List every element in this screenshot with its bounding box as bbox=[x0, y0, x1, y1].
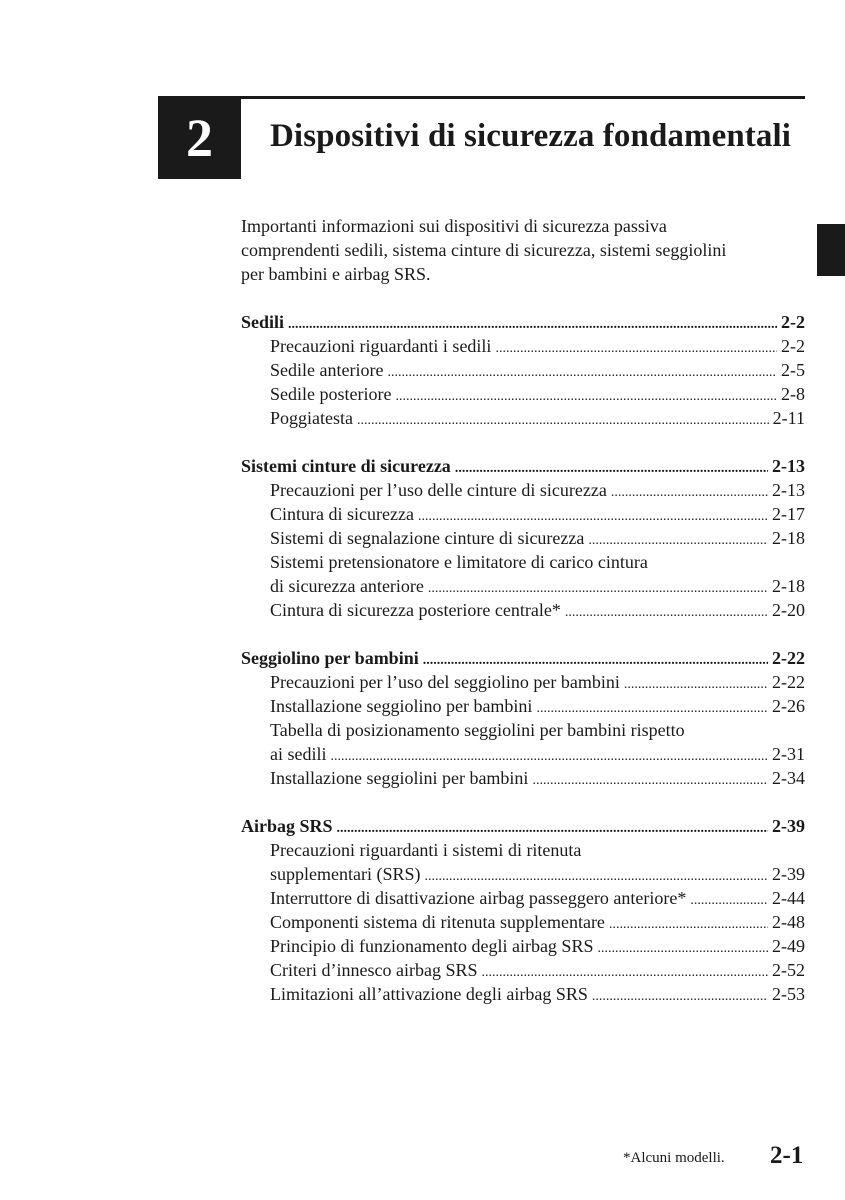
toc-section-cinture bbox=[241, 454, 805, 622]
toc-subentry[interactable] bbox=[241, 334, 805, 358]
toc-page-ref: 2-20 bbox=[772, 600, 805, 620]
toc-page-ref: 2-26 bbox=[772, 696, 805, 716]
toc-subentry-label: Limitazioni all’attivazione degli airbag SRS bbox=[270, 984, 588, 1004]
toc-subentry[interactable] bbox=[241, 910, 805, 934]
toc-page-ref: 2-5 bbox=[781, 360, 805, 380]
toc-subentry[interactable] bbox=[241, 358, 805, 382]
dot-leader bbox=[592, 985, 768, 1009]
dot-leader bbox=[609, 913, 768, 937]
dot-leader bbox=[624, 673, 768, 697]
toc-subentry-label: Cintura di sicurezza posteriore centrale* bbox=[270, 600, 561, 620]
toc-subentry-first-line[interactable]: Precauzioni riguardanti i sistemi di ritenuta bbox=[270, 840, 582, 860]
toc-entry-title: Airbag SRS bbox=[241, 816, 333, 836]
dot-leader bbox=[357, 409, 769, 433]
toc-subentry-first-line[interactable]: Tabella di posizionamento seggiolini per bambini rispetto bbox=[270, 720, 685, 740]
toc-subentry[interactable] bbox=[241, 406, 805, 430]
toc-page-ref: 2-13 bbox=[772, 456, 805, 476]
dot-leader bbox=[532, 769, 768, 793]
toc-subentry[interactable] bbox=[241, 886, 805, 910]
intro-paragraph bbox=[241, 214, 811, 286]
page-number: 2-1 bbox=[770, 1142, 804, 1169]
toc-subentry[interactable] bbox=[241, 598, 805, 622]
toc-page-ref: 2-53 bbox=[772, 984, 805, 1004]
toc-subentry-label: supplementari (SRS) bbox=[270, 864, 421, 884]
toc-page-ref: 2-18 bbox=[772, 576, 805, 596]
toc-page-ref: 2-49 bbox=[772, 936, 805, 956]
toc-subentry[interactable] bbox=[241, 526, 805, 550]
chapter-number: 2 bbox=[186, 107, 213, 168]
toc-subentry-label: Componenti sistema di ritenuta supplementare bbox=[270, 912, 605, 932]
toc-page-ref: 2-2 bbox=[781, 312, 805, 332]
toc-subentry[interactable] bbox=[241, 862, 805, 886]
toc-subentry-label: Interruttore di disattivazione airbag passeggero anteriore* bbox=[270, 888, 687, 908]
chapter-number-box bbox=[158, 96, 241, 179]
toc-entry[interactable] bbox=[241, 454, 805, 478]
toc-subentry-label: Poggiatesta bbox=[270, 408, 353, 428]
dot-leader bbox=[565, 601, 768, 625]
dot-leader bbox=[690, 889, 768, 913]
toc-entry[interactable] bbox=[241, 310, 805, 334]
toc-section-airbag bbox=[241, 814, 805, 1006]
toc-page-ref: 2-34 bbox=[772, 768, 805, 788]
toc-entry[interactable] bbox=[241, 814, 805, 838]
toc-entry-title: Seggiolino per bambini bbox=[241, 648, 419, 668]
toc-subentry-first-line[interactable]: Sistemi pretensionatore e limitatore di carico cintura bbox=[270, 552, 648, 572]
toc-entry[interactable] bbox=[241, 646, 805, 670]
toc-subentry-label: Precauzioni riguardanti i sedili bbox=[270, 336, 492, 356]
toc-subentry-label: Cintura di sicurezza bbox=[270, 504, 414, 524]
toc-subentry-label: Installazione seggiolini per bambini bbox=[270, 768, 529, 788]
toc-subentry-label: Criteri d’innesco airbag SRS bbox=[270, 960, 478, 980]
toc-subentry[interactable] bbox=[241, 382, 805, 406]
toc-subentry[interactable] bbox=[241, 934, 805, 958]
toc-subentry-label: di sicurezza anteriore bbox=[270, 576, 424, 596]
toc-subentry-label: Sedile anteriore bbox=[270, 360, 384, 380]
toc-subentry[interactable] bbox=[241, 574, 805, 598]
toc-page-ref: 2-22 bbox=[772, 672, 805, 692]
dot-leader bbox=[495, 337, 777, 361]
toc-page-ref: 2-13 bbox=[772, 480, 805, 500]
toc-section-sedili bbox=[241, 310, 805, 430]
toc-page-ref: 2-31 bbox=[772, 744, 805, 764]
toc-subentry-label: Sedile posteriore bbox=[270, 384, 392, 404]
dot-leader bbox=[611, 481, 768, 505]
toc-subentry-label: ai sedili bbox=[270, 744, 327, 764]
table-of-contents bbox=[241, 310, 805, 1030]
toc-subentry[interactable] bbox=[241, 766, 805, 790]
toc-page-ref: 2-11 bbox=[772, 408, 805, 428]
toc-subentry[interactable] bbox=[241, 958, 805, 982]
dot-leader bbox=[597, 937, 768, 961]
toc-page-ref: 2-52 bbox=[772, 960, 805, 980]
toc-subentry-label: Precauzioni per l’uso delle cinture di sicurezza bbox=[270, 480, 607, 500]
toc-subentry[interactable] bbox=[241, 982, 805, 1006]
toc-page-ref: 2-17 bbox=[772, 504, 805, 524]
dot-leader bbox=[395, 385, 777, 409]
toc-subentry-label: Installazione seggiolino per bambini bbox=[270, 696, 533, 716]
toc-subentry[interactable] bbox=[241, 694, 805, 718]
toc-page-ref: 2-18 bbox=[772, 528, 805, 548]
intro-line: comprendenti sedili, sistema cinture di sicurezza, sistemi seggiolini bbox=[241, 240, 727, 260]
toc-page-ref: 2-8 bbox=[781, 384, 805, 404]
toc-page-ref: 2-2 bbox=[781, 336, 805, 356]
toc-subentry[interactable] bbox=[241, 478, 805, 502]
toc-page-ref: 2-22 bbox=[772, 648, 805, 668]
header-rule bbox=[241, 96, 805, 99]
intro-line: Importanti informazioni sui dispositivi di sicurezza passiva bbox=[241, 216, 667, 236]
toc-page-ref: 2-39 bbox=[772, 816, 805, 836]
toc-subentry[interactable] bbox=[241, 670, 805, 694]
toc-subentry[interactable] bbox=[241, 742, 805, 766]
toc-subentry[interactable] bbox=[241, 502, 805, 526]
toc-page-ref: 2-44 bbox=[772, 888, 805, 908]
intro-line: per bambini e airbag SRS. bbox=[241, 264, 431, 284]
toc-subentry-label: Principio di funzionamento degli airbag SRS bbox=[270, 936, 594, 956]
toc-entry-title: Sistemi cinture di sicurezza bbox=[241, 456, 451, 476]
toc-page-ref: 2-48 bbox=[772, 912, 805, 932]
chapter-title: Dispositivi di sicurezza fondamentali bbox=[270, 118, 792, 154]
toc-subentry-label: Precauzioni per l’uso del seggiolino per bambini bbox=[270, 672, 620, 692]
footnote: *Alcuni modelli. bbox=[623, 1150, 725, 1166]
toc-page-ref: 2-39 bbox=[772, 864, 805, 884]
toc-subentry-label: Sistemi di segnalazione cinture di sicurezza bbox=[270, 528, 585, 548]
toc-entry-title: Sedili bbox=[241, 312, 285, 332]
toc-section-seggiolino bbox=[241, 646, 805, 790]
chapter-side-tab bbox=[817, 224, 845, 276]
dot-leader bbox=[387, 361, 777, 385]
